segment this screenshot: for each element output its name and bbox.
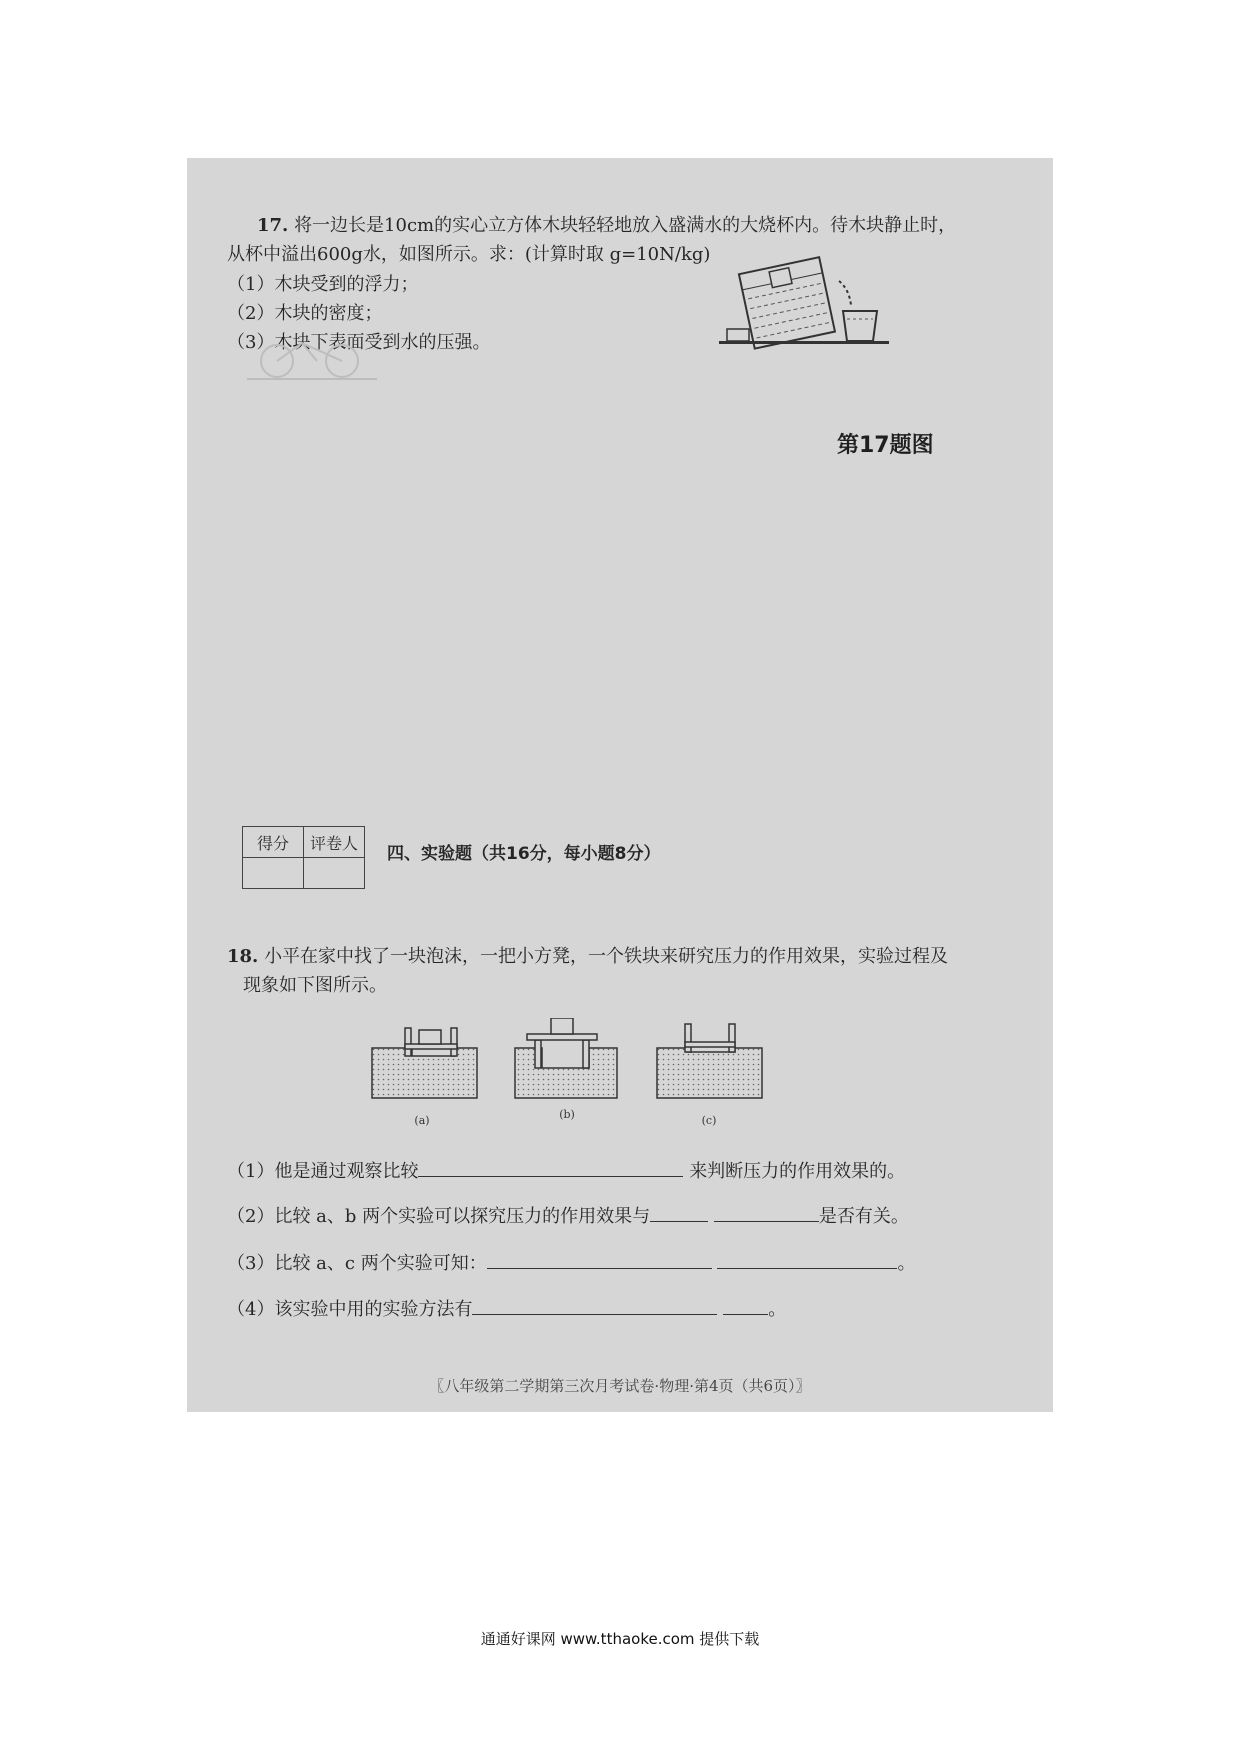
answer-blank-3b[interactable] bbox=[717, 1250, 897, 1269]
exam-page-photo bbox=[187, 158, 1053, 1412]
fig-label-b: (b) bbox=[559, 1108, 575, 1121]
q17-sub1: （1）木块受到的浮力； bbox=[227, 274, 419, 295]
score-cell bbox=[243, 858, 304, 889]
page-footer: 〖八年级第二学期第三次月考试卷·物理·第4页（共6页）〗 bbox=[429, 1377, 811, 1395]
fig-a bbox=[372, 1028, 477, 1098]
score-header: 得分 bbox=[243, 827, 304, 858]
q17-figure bbox=[717, 253, 897, 363]
answer-blank-4b[interactable] bbox=[723, 1296, 768, 1315]
score-table bbox=[242, 826, 365, 889]
q18-sub1: （1）他是通过观察比较 来判断压力的作用效果的。 bbox=[227, 1158, 905, 1185]
q17-number: 17. bbox=[257, 215, 289, 236]
fig-c bbox=[657, 1024, 762, 1098]
grader-header: 评卷人 bbox=[304, 827, 365, 858]
section4-title: 四、实验题（共16分，每小题8分） bbox=[387, 844, 661, 864]
q18-line2: 现象如下图所示。 bbox=[243, 975, 387, 996]
q18-sub4: （4）该实验中用的实验方法有 。 bbox=[227, 1296, 786, 1323]
q17-line2: 从杯中溢出600g水，如图所示。求：(计算时取 g=10N/kg) bbox=[227, 244, 711, 265]
q18-number: 18. bbox=[227, 946, 259, 967]
q17-line1: 17. 将一边长是10cm的实心立方体木块轻轻地放入盛满水的大烧杯内。待木块静止时， bbox=[257, 215, 957, 236]
bleed-through-text bbox=[267, 598, 271, 615]
q17-figure-caption: 第17题图 bbox=[837, 433, 934, 458]
answer-blank-1[interactable] bbox=[418, 1158, 683, 1177]
answer-blank-4a[interactable] bbox=[472, 1296, 717, 1315]
download-note: 通通好课网 www.tthaoke.com 提供下载 bbox=[480, 1630, 760, 1648]
q18-sub3: （3）比较 a、c 两个实验可知： 。 bbox=[227, 1250, 915, 1277]
q18-figure bbox=[367, 1018, 807, 1128]
fig-label-c: (c) bbox=[701, 1114, 717, 1127]
fig-label-a: (a) bbox=[414, 1114, 430, 1127]
answer-blank-2a[interactable] bbox=[650, 1203, 708, 1222]
q18-line1: 18. 小平在家中找了一块泡沫，一把小方凳，一个铁块来研究压力的作用效果，实验过程及 bbox=[227, 946, 949, 967]
grader-cell bbox=[304, 858, 365, 889]
answer-blank-2b[interactable] bbox=[714, 1203, 819, 1222]
fig-b bbox=[515, 1018, 617, 1098]
q18-sub2: （2）比较 a、b 两个实验可以探究压力的作用效果与 是否有关。 bbox=[227, 1203, 909, 1230]
q17-sub2: （2）木块的密度； bbox=[227, 303, 383, 324]
q17-sub3: （3）木块下表面受到水的压强。 bbox=[227, 332, 491, 353]
answer-blank-3a[interactable] bbox=[487, 1250, 712, 1269]
bleed-through-bicycle bbox=[247, 333, 377, 383]
